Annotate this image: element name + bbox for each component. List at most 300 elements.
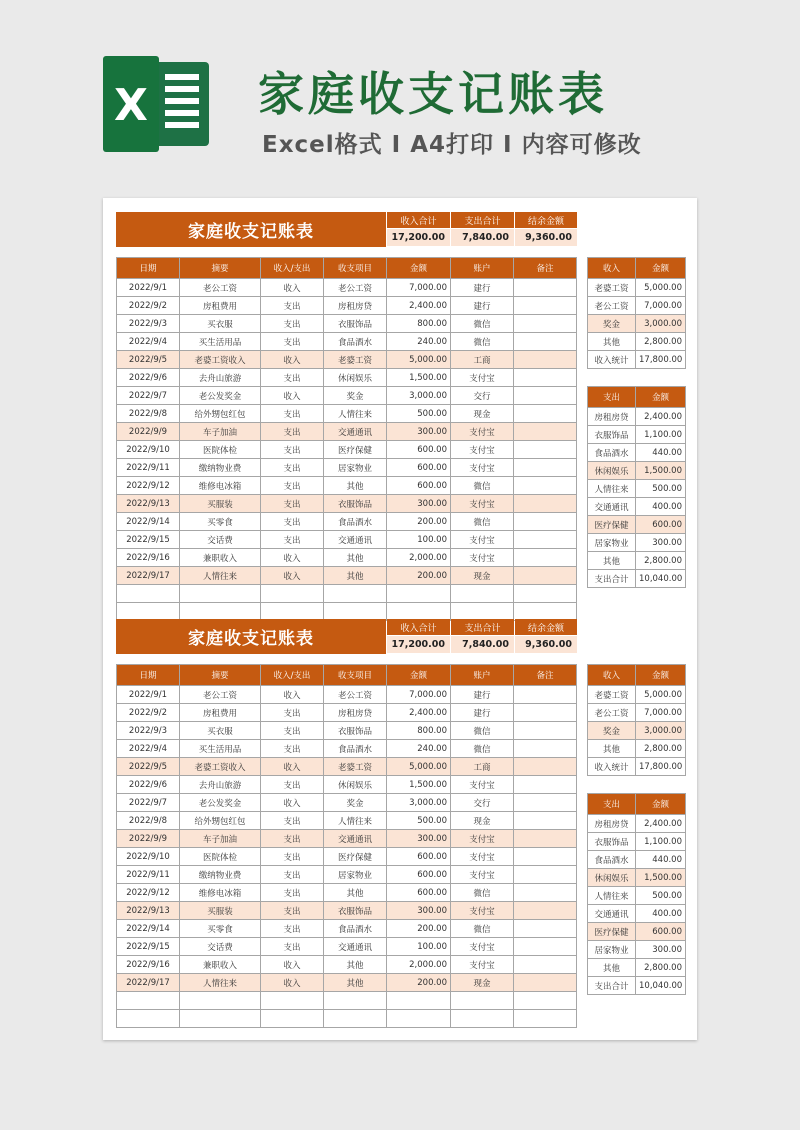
table-cell[interactable]: 食品酒水 — [588, 851, 636, 869]
empty-cell[interactable] — [387, 992, 451, 1010]
table-cell[interactable]: 600.00 — [387, 441, 451, 459]
table-cell[interactable] — [514, 758, 577, 776]
table-cell[interactable]: 600.00 — [636, 516, 686, 534]
empty-cell[interactable] — [324, 603, 387, 621]
table-cell[interactable]: 2022/9/2 — [117, 704, 180, 722]
table-cell[interactable]: 2022/9/12 — [117, 477, 180, 495]
table-cell[interactable]: 300.00 — [387, 495, 451, 513]
empty-cell[interactable] — [117, 585, 180, 603]
table-cell[interactable]: 支出合计 — [588, 977, 636, 995]
table-cell[interactable]: 1,100.00 — [636, 833, 686, 851]
table-cell[interactable]: 食品酒水 — [588, 444, 636, 462]
table-cell[interactable]: 医疗保健 — [324, 848, 387, 866]
table-cell[interactable]: 买衣服 — [180, 722, 261, 740]
table-cell[interactable]: 给外甥包红包 — [180, 812, 261, 830]
table-cell[interactable] — [514, 441, 577, 459]
table-cell[interactable]: 支出 — [261, 812, 324, 830]
table-cell[interactable]: 2022/9/15 — [117, 938, 180, 956]
table-cell[interactable]: 房租费用 — [180, 297, 261, 315]
table-cell[interactable]: 人情往来 — [324, 405, 387, 423]
table-cell[interactable]: 240.00 — [387, 740, 451, 758]
table-cell[interactable] — [514, 567, 577, 585]
empty-cell[interactable] — [387, 585, 451, 603]
table-cell[interactable]: 600.00 — [387, 459, 451, 477]
table-cell[interactable]: 其他 — [324, 549, 387, 567]
table-cell[interactable]: 建行 — [451, 686, 514, 704]
empty-cell[interactable] — [451, 603, 514, 621]
table-cell[interactable]: 400.00 — [636, 905, 686, 923]
table-cell[interactable]: 医院体检 — [180, 441, 261, 459]
table-cell[interactable]: 2022/9/17 — [117, 974, 180, 992]
table-cell[interactable]: 缴纳物业费 — [180, 459, 261, 477]
table-cell[interactable]: 2022/9/14 — [117, 920, 180, 938]
table-cell[interactable]: 2,800.00 — [636, 959, 686, 977]
table-cell[interactable]: 收入 — [261, 956, 324, 974]
table-cell[interactable]: 支付宝 — [451, 866, 514, 884]
table-cell[interactable]: 建行 — [451, 297, 514, 315]
table-cell[interactable]: 奖金 — [588, 722, 636, 740]
table-cell[interactable]: 支付宝 — [451, 848, 514, 866]
table-cell[interactable]: 支出 — [261, 722, 324, 740]
table-cell[interactable]: 7,000.00 — [387, 686, 451, 704]
table-cell[interactable]: 支出 — [261, 495, 324, 513]
table-cell[interactable]: 600.00 — [387, 848, 451, 866]
table-cell[interactable]: 微信 — [451, 920, 514, 938]
table-cell[interactable]: 支出 — [261, 477, 324, 495]
table-cell[interactable]: 200.00 — [387, 974, 451, 992]
table-cell[interactable]: 支出 — [261, 315, 324, 333]
table-cell[interactable]: 微信 — [451, 477, 514, 495]
table-cell[interactable]: 17,800.00 — [636, 758, 686, 776]
table-cell[interactable]: 现金 — [451, 405, 514, 423]
table-cell[interactable]: 支出 — [261, 740, 324, 758]
table-cell[interactable]: 支出 — [261, 776, 324, 794]
table-cell[interactable]: 其他 — [588, 959, 636, 977]
table-cell[interactable]: 奖金 — [588, 315, 636, 333]
table-cell[interactable] — [514, 812, 577, 830]
table-cell[interactable] — [514, 387, 577, 405]
table-cell[interactable] — [514, 531, 577, 549]
table-cell[interactable] — [514, 722, 577, 740]
table-cell[interactable]: 老公工资 — [324, 279, 387, 297]
table-cell[interactable] — [514, 513, 577, 531]
table-cell[interactable]: 食品酒水 — [324, 920, 387, 938]
table-cell[interactable]: 交行 — [451, 387, 514, 405]
table-cell[interactable]: 人情往来 — [180, 567, 261, 585]
table-cell[interactable]: 衣服饰品 — [588, 426, 636, 444]
table-cell[interactable]: 支付宝 — [451, 956, 514, 974]
table-cell[interactable]: 其他 — [588, 740, 636, 758]
table-cell[interactable]: 居家物业 — [588, 941, 636, 959]
table-cell[interactable]: 1,500.00 — [387, 369, 451, 387]
table-cell[interactable]: 支出 — [261, 902, 324, 920]
table-cell[interactable] — [514, 686, 577, 704]
table-cell[interactable]: 房租费用 — [180, 704, 261, 722]
table-cell[interactable]: 2022/9/16 — [117, 549, 180, 567]
table-cell[interactable]: 2022/9/10 — [117, 848, 180, 866]
table-cell[interactable] — [514, 333, 577, 351]
table-cell[interactable]: 400.00 — [636, 498, 686, 516]
table-cell[interactable]: 收入 — [261, 794, 324, 812]
table-cell[interactable]: 交通通讯 — [324, 830, 387, 848]
table-cell[interactable]: 5,000.00 — [636, 279, 686, 297]
table-cell[interactable]: 3,000.00 — [387, 387, 451, 405]
table-cell[interactable]: 交通通讯 — [324, 531, 387, 549]
table-cell[interactable]: 支付宝 — [451, 902, 514, 920]
table-cell[interactable] — [514, 423, 577, 441]
table-cell[interactable]: 买衣服 — [180, 315, 261, 333]
table-cell[interactable]: 车子加油 — [180, 830, 261, 848]
table-cell[interactable]: 食品酒水 — [324, 513, 387, 531]
table-cell[interactable]: 100.00 — [387, 938, 451, 956]
table-cell[interactable]: 2022/9/9 — [117, 423, 180, 441]
table-cell[interactable]: 支出 — [261, 513, 324, 531]
table-cell[interactable]: 支出合计 — [588, 570, 636, 588]
table-cell[interactable]: 收入 — [261, 758, 324, 776]
empty-cell[interactable] — [261, 1010, 324, 1028]
table-cell[interactable]: 交通通讯 — [588, 498, 636, 516]
table-cell[interactable]: 买零食 — [180, 513, 261, 531]
table-cell[interactable]: 其他 — [324, 477, 387, 495]
table-cell[interactable]: 交通通讯 — [324, 938, 387, 956]
table-cell[interactable]: 2,800.00 — [636, 333, 686, 351]
table-cell[interactable]: 支付宝 — [451, 776, 514, 794]
table-cell[interactable]: 支出 — [261, 423, 324, 441]
table-cell[interactable] — [514, 794, 577, 812]
empty-cell[interactable] — [180, 1010, 261, 1028]
table-cell[interactable]: 去舟山旅游 — [180, 369, 261, 387]
table-cell[interactable]: 200.00 — [387, 920, 451, 938]
table-cell[interactable]: 工商 — [451, 758, 514, 776]
table-cell[interactable]: 建行 — [451, 279, 514, 297]
table-cell[interactable] — [514, 830, 577, 848]
table-cell[interactable]: 300.00 — [636, 941, 686, 959]
empty-cell[interactable] — [451, 992, 514, 1010]
table-cell[interactable]: 人情往来 — [180, 974, 261, 992]
table-cell[interactable]: 衣服饰品 — [324, 315, 387, 333]
table-cell[interactable]: 收入 — [261, 279, 324, 297]
table-cell[interactable]: 2022/9/11 — [117, 459, 180, 477]
table-cell[interactable]: 现金 — [451, 974, 514, 992]
table-cell[interactable]: 10,040.00 — [636, 570, 686, 588]
table-cell[interactable]: 2022/9/13 — [117, 495, 180, 513]
empty-cell[interactable] — [514, 603, 577, 621]
table-cell[interactable]: 7,000.00 — [636, 704, 686, 722]
table-cell[interactable]: 居家物业 — [324, 459, 387, 477]
table-cell[interactable]: 17,800.00 — [636, 351, 686, 369]
table-cell[interactable]: 支出 — [261, 441, 324, 459]
table-cell[interactable]: 微信 — [451, 884, 514, 902]
table-cell[interactable]: 200.00 — [387, 567, 451, 585]
table-cell[interactable] — [514, 369, 577, 387]
table-cell[interactable]: 其他 — [324, 956, 387, 974]
table-cell[interactable] — [514, 704, 577, 722]
table-cell[interactable]: 微信 — [451, 722, 514, 740]
table-cell[interactable]: 2022/9/1 — [117, 279, 180, 297]
empty-cell[interactable] — [180, 603, 261, 621]
table-cell[interactable]: 2022/9/8 — [117, 812, 180, 830]
table-cell[interactable]: 工商 — [451, 351, 514, 369]
table-cell[interactable]: 奖金 — [324, 387, 387, 405]
empty-cell[interactable] — [514, 992, 577, 1010]
table-cell[interactable]: 2022/9/9 — [117, 830, 180, 848]
table-cell[interactable]: 维修电冰箱 — [180, 477, 261, 495]
table-cell[interactable]: 支出 — [261, 531, 324, 549]
table-cell[interactable]: 500.00 — [636, 480, 686, 498]
table-cell[interactable] — [514, 776, 577, 794]
table-cell[interactable]: 食品酒水 — [324, 740, 387, 758]
table-cell[interactable]: 买服装 — [180, 902, 261, 920]
table-cell[interactable]: 收入 — [261, 686, 324, 704]
table-cell[interactable]: 2,000.00 — [387, 956, 451, 974]
table-cell[interactable] — [514, 297, 577, 315]
table-cell[interactable]: 维修电冰箱 — [180, 884, 261, 902]
table-cell[interactable]: 440.00 — [636, 851, 686, 869]
table-cell[interactable]: 居家物业 — [588, 534, 636, 552]
table-cell[interactable]: 支出 — [261, 866, 324, 884]
table-cell[interactable]: 休闲娱乐 — [324, 369, 387, 387]
table-cell[interactable]: 微信 — [451, 740, 514, 758]
table-cell[interactable]: 老公工资 — [588, 297, 636, 315]
table-cell[interactable] — [514, 549, 577, 567]
table-cell[interactable]: 食品酒水 — [324, 333, 387, 351]
table-cell[interactable]: 600.00 — [387, 477, 451, 495]
table-cell[interactable]: 老婆工资 — [324, 758, 387, 776]
table-cell[interactable]: 600.00 — [387, 884, 451, 902]
table-cell[interactable]: 老公工资 — [588, 704, 636, 722]
table-cell[interactable]: 医院体检 — [180, 848, 261, 866]
table-cell[interactable]: 现金 — [451, 567, 514, 585]
table-cell[interactable]: 2,400.00 — [636, 815, 686, 833]
table-cell[interactable]: 5,000.00 — [387, 758, 451, 776]
table-cell[interactable]: 老婆工资收入 — [180, 351, 261, 369]
table-cell[interactable]: 支出 — [261, 938, 324, 956]
table-cell[interactable]: 5,000.00 — [636, 686, 686, 704]
table-cell[interactable]: 人情往来 — [588, 480, 636, 498]
table-cell[interactable]: 支付宝 — [451, 495, 514, 513]
table-cell[interactable] — [514, 974, 577, 992]
table-cell[interactable]: 支出 — [261, 920, 324, 938]
table-cell[interactable] — [514, 477, 577, 495]
table-cell[interactable]: 300.00 — [387, 423, 451, 441]
table-cell[interactable]: 支付宝 — [451, 423, 514, 441]
empty-cell[interactable] — [117, 603, 180, 621]
table-cell[interactable]: 支出 — [261, 297, 324, 315]
table-cell[interactable]: 其他 — [324, 567, 387, 585]
table-cell[interactable]: 支出 — [261, 459, 324, 477]
table-cell[interactable]: 300.00 — [636, 534, 686, 552]
table-cell[interactable]: 交通通讯 — [324, 423, 387, 441]
table-cell[interactable]: 600.00 — [636, 923, 686, 941]
empty-cell[interactable] — [117, 992, 180, 1010]
table-cell[interactable]: 3,000.00 — [636, 315, 686, 333]
table-cell[interactable]: 老婆工资 — [324, 351, 387, 369]
empty-cell[interactable] — [324, 1010, 387, 1028]
empty-cell[interactable] — [387, 603, 451, 621]
table-cell[interactable]: 2022/9/11 — [117, 866, 180, 884]
table-cell[interactable]: 衣服饰品 — [588, 833, 636, 851]
table-cell[interactable]: 支付宝 — [451, 830, 514, 848]
table-cell[interactable]: 车子加油 — [180, 423, 261, 441]
empty-cell[interactable] — [451, 1010, 514, 1028]
table-cell[interactable]: 2022/9/4 — [117, 333, 180, 351]
empty-cell[interactable] — [324, 585, 387, 603]
table-cell[interactable]: 支出 — [261, 704, 324, 722]
table-cell[interactable]: 7,000.00 — [387, 279, 451, 297]
table-cell[interactable]: 休闲娱乐 — [588, 869, 636, 887]
table-cell[interactable]: 300.00 — [387, 830, 451, 848]
table-cell[interactable]: 交通通讯 — [588, 905, 636, 923]
table-cell[interactable]: 2022/9/4 — [117, 740, 180, 758]
table-cell[interactable] — [514, 902, 577, 920]
table-cell[interactable]: 老婆工资收入 — [180, 758, 261, 776]
table-cell[interactable]: 老婆工资 — [588, 279, 636, 297]
table-cell[interactable]: 2022/9/6 — [117, 776, 180, 794]
table-cell[interactable]: 收入 — [261, 974, 324, 992]
table-cell[interactable]: 2,400.00 — [636, 408, 686, 426]
table-cell[interactable]: 支付宝 — [451, 938, 514, 956]
table-cell[interactable]: 5,000.00 — [387, 351, 451, 369]
table-cell[interactable]: 奖金 — [324, 794, 387, 812]
table-cell[interactable]: 1,500.00 — [636, 462, 686, 480]
table-cell[interactable]: 100.00 — [387, 531, 451, 549]
table-cell[interactable] — [514, 866, 577, 884]
table-cell[interactable]: 440.00 — [636, 444, 686, 462]
empty-cell[interactable] — [180, 992, 261, 1010]
table-cell[interactable]: 800.00 — [387, 722, 451, 740]
table-cell[interactable]: 2022/9/7 — [117, 387, 180, 405]
empty-cell[interactable] — [451, 585, 514, 603]
table-cell[interactable] — [514, 405, 577, 423]
table-cell[interactable]: 支出 — [261, 333, 324, 351]
table-cell[interactable]: 买生活用品 — [180, 740, 261, 758]
table-cell[interactable]: 支付宝 — [451, 549, 514, 567]
table-cell[interactable]: 兼职收入 — [180, 549, 261, 567]
empty-cell[interactable] — [180, 585, 261, 603]
table-cell[interactable]: 2,000.00 — [387, 549, 451, 567]
table-cell[interactable]: 800.00 — [387, 315, 451, 333]
empty-cell[interactable] — [261, 603, 324, 621]
table-cell[interactable]: 交话费 — [180, 938, 261, 956]
table-cell[interactable] — [514, 938, 577, 956]
table-cell[interactable]: 买零食 — [180, 920, 261, 938]
table-cell[interactable]: 500.00 — [387, 405, 451, 423]
table-cell[interactable]: 2022/9/14 — [117, 513, 180, 531]
table-cell[interactable]: 支付宝 — [451, 369, 514, 387]
table-cell[interactable]: 衣服饰品 — [324, 495, 387, 513]
table-cell[interactable]: 老公发奖金 — [180, 387, 261, 405]
table-cell[interactable]: 人情往来 — [588, 887, 636, 905]
table-cell[interactable]: 微信 — [451, 315, 514, 333]
table-cell[interactable]: 10,040.00 — [636, 977, 686, 995]
table-cell[interactable]: 7,000.00 — [636, 297, 686, 315]
table-cell[interactable]: 2022/9/2 — [117, 297, 180, 315]
table-cell[interactable]: 人情往来 — [324, 812, 387, 830]
table-cell[interactable]: 交行 — [451, 794, 514, 812]
table-cell[interactable]: 其他 — [324, 974, 387, 992]
table-cell[interactable]: 收入 — [261, 351, 324, 369]
table-cell[interactable] — [514, 884, 577, 902]
table-cell[interactable]: 缴纳物业费 — [180, 866, 261, 884]
table-cell[interactable]: 其他 — [588, 552, 636, 570]
table-cell[interactable]: 240.00 — [387, 333, 451, 351]
table-cell[interactable]: 2022/9/8 — [117, 405, 180, 423]
table-cell[interactable]: 支付宝 — [451, 459, 514, 477]
table-cell[interactable]: 收入统计 — [588, 758, 636, 776]
table-cell[interactable]: 交话费 — [180, 531, 261, 549]
table-cell[interactable] — [514, 315, 577, 333]
table-cell[interactable]: 衣服饰品 — [324, 722, 387, 740]
table-cell[interactable]: 医疗保健 — [588, 923, 636, 941]
table-cell[interactable]: 2022/9/3 — [117, 722, 180, 740]
table-cell[interactable] — [514, 740, 577, 758]
table-cell[interactable]: 2,400.00 — [387, 297, 451, 315]
table-cell[interactable]: 买生活用品 — [180, 333, 261, 351]
table-cell[interactable] — [514, 279, 577, 297]
table-cell[interactable]: 老公工资 — [180, 686, 261, 704]
table-cell[interactable]: 2,800.00 — [636, 552, 686, 570]
table-cell[interactable]: 微信 — [451, 513, 514, 531]
table-cell[interactable]: 医疗保健 — [588, 516, 636, 534]
table-cell[interactable]: 支付宝 — [451, 441, 514, 459]
table-cell[interactable]: 支出 — [261, 405, 324, 423]
table-cell[interactable]: 1,500.00 — [387, 776, 451, 794]
table-cell[interactable]: 1,100.00 — [636, 426, 686, 444]
table-cell[interactable]: 2022/9/6 — [117, 369, 180, 387]
table-cell[interactable]: 买服装 — [180, 495, 261, 513]
table-cell[interactable]: 300.00 — [387, 902, 451, 920]
table-cell[interactable]: 支出 — [261, 830, 324, 848]
table-cell[interactable]: 建行 — [451, 704, 514, 722]
table-cell[interactable]: 500.00 — [636, 887, 686, 905]
table-cell[interactable]: 600.00 — [387, 866, 451, 884]
table-cell[interactable]: 医疗保健 — [324, 441, 387, 459]
empty-cell[interactable] — [261, 585, 324, 603]
table-cell[interactable]: 给外甥包红包 — [180, 405, 261, 423]
table-cell[interactable]: 老公工资 — [324, 686, 387, 704]
table-cell[interactable]: 2022/9/15 — [117, 531, 180, 549]
table-cell[interactable]: 现金 — [451, 812, 514, 830]
table-cell[interactable]: 房租房贷 — [324, 297, 387, 315]
table-cell[interactable]: 2022/9/3 — [117, 315, 180, 333]
table-cell[interactable]: 支出 — [261, 369, 324, 387]
table-cell[interactable]: 老公工资 — [180, 279, 261, 297]
table-cell[interactable]: 去舟山旅游 — [180, 776, 261, 794]
table-cell[interactable]: 支付宝 — [451, 531, 514, 549]
table-cell[interactable]: 其他 — [588, 333, 636, 351]
table-cell[interactable]: 2022/9/10 — [117, 441, 180, 459]
table-cell[interactable]: 3,000.00 — [387, 794, 451, 812]
table-cell[interactable]: 收入 — [261, 567, 324, 585]
empty-cell[interactable] — [387, 1010, 451, 1028]
table-cell[interactable] — [514, 956, 577, 974]
table-cell[interactable]: 微信 — [451, 333, 514, 351]
empty-cell[interactable] — [261, 992, 324, 1010]
table-cell[interactable]: 老公发奖金 — [180, 794, 261, 812]
table-cell[interactable]: 2,800.00 — [636, 740, 686, 758]
empty-cell[interactable] — [324, 992, 387, 1010]
table-cell[interactable]: 收入统计 — [588, 351, 636, 369]
table-cell[interactable]: 支出 — [261, 848, 324, 866]
table-cell[interactable]: 支出 — [261, 884, 324, 902]
table-cell[interactable]: 房租房贷 — [588, 408, 636, 426]
empty-cell[interactable] — [514, 585, 577, 603]
table-cell[interactable]: 1,500.00 — [636, 869, 686, 887]
table-cell[interactable]: 2022/9/7 — [117, 794, 180, 812]
table-cell[interactable] — [514, 495, 577, 513]
table-cell[interactable] — [514, 351, 577, 369]
table-cell[interactable]: 2022/9/16 — [117, 956, 180, 974]
